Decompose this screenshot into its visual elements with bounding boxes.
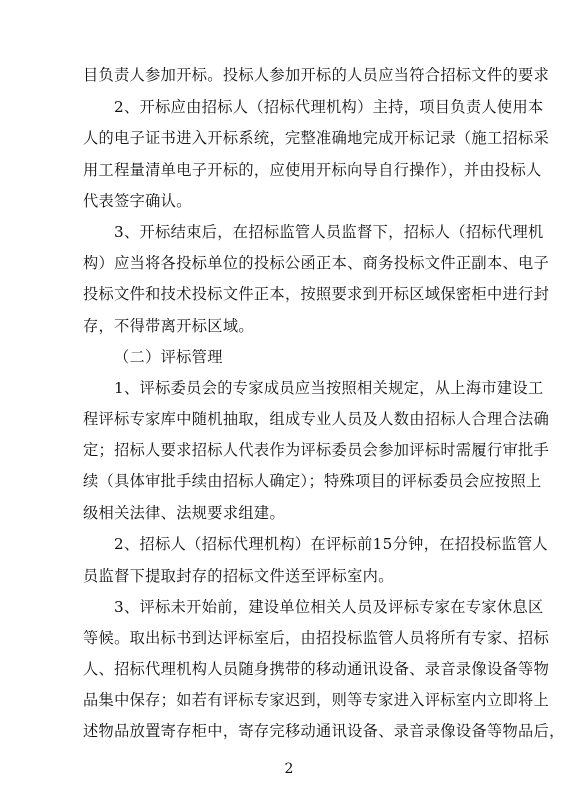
text-line: 2、招标人（招标代理机构）在评标前15分钟，在招投标监管人 xyxy=(114,535,549,553)
text-line: 代表签字确认。 xyxy=(83,192,192,210)
section-heading: （二）评标管理 xyxy=(114,348,223,366)
text-line: 述物品放置寄存柜中，寄存完移动通讯设备、录音录像设备等物品后， xyxy=(83,722,565,740)
text-line: 1、评标委员会的专家成员应当按照相关规定，从上海市建设工 xyxy=(114,379,544,397)
text-line: 用工程量清单电子开标的，应使用开标向导自行操作），并由投标人 xyxy=(83,161,542,179)
text-line: 3、开标结束后，在招标监管人员监督下，招标人（招标代理机 xyxy=(114,223,544,241)
text-line: 人、招标代理机构人员随身携带的移动通讯设备、录音录像设备等物 xyxy=(83,660,550,678)
text-line: 品集中保存；如若有评标专家迟到，则等专家进入评标室内立即将上 xyxy=(83,691,550,709)
text-line: 3、评标未开始前，建设单位相关人员及评标专家在专家休息区 xyxy=(114,598,544,616)
text-line: 续（具体审批手续由招标人确定）；特殊项目的评标委员会应按照上 xyxy=(83,472,542,490)
text-line: 存，不得带离开标区域。 xyxy=(83,317,254,335)
text-line: 级相关法律、法规要求组建。 xyxy=(83,504,285,522)
text-line: 构）应当将各投标单位的投标公函正本、商务投标文件正副本、电子 xyxy=(83,254,550,272)
text-line: 等候。取出标书到达评标室后，由招投标监管人员将所有专家、招标 xyxy=(83,629,550,647)
text-line: 2、开标应由招标人（招标代理机构）主持，项目负责人使用本 xyxy=(114,98,544,116)
text-line: 目负责人参加开标。投标人参加开标的人员应当符合招标文件的要求 xyxy=(83,66,550,84)
text-line: 投标文件和技术投标文件正本，按照要求到开标区域保密柜中进行封 xyxy=(83,285,550,303)
page-number: 2 xyxy=(284,761,294,777)
text-line: 程评标专家库中随机抽取，组成专业人员及人数由招标人合理合法确 xyxy=(83,410,550,428)
text-line: 定；招标人要求招标人代表作为评标委员会参加评标时需履行审批手 xyxy=(83,441,550,459)
text-line: 员监督下提取封存的招标文件送至评标室内。 xyxy=(83,567,394,585)
text-line: 人的电子证书进入开标系统，完整准确地完成开标记录（施工招标采 xyxy=(83,129,550,147)
